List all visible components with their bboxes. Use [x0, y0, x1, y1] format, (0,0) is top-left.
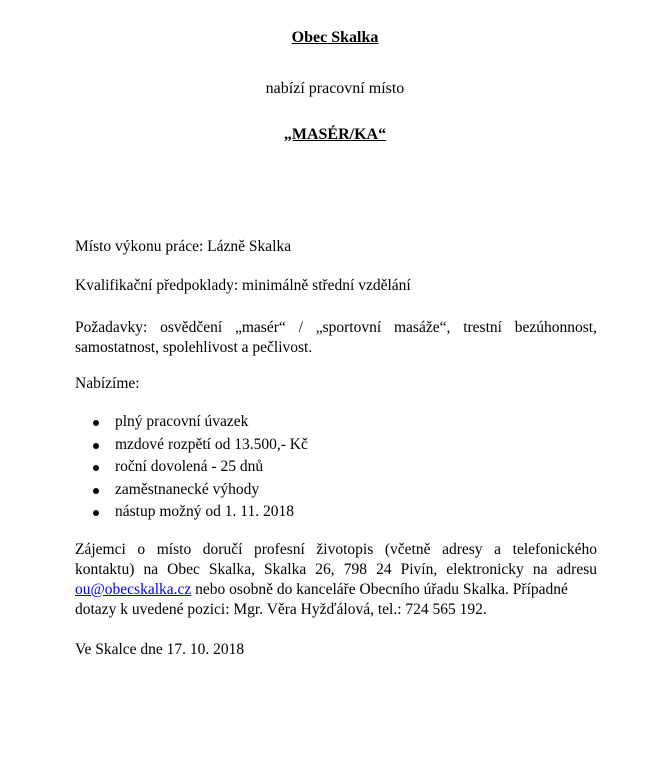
list-item [75, 435, 575, 458]
organization-title: Obec Skalka [291, 29, 379, 46]
list-item [75, 457, 575, 480]
work-place: Místo výkonu práce: Lázně Skalka [75, 238, 292, 255]
bullet-icon [93, 488, 99, 494]
requirements-paragraph [75, 318, 597, 358]
contact-line-4: dotazy k uvedené pozici: Mgr. Věra Hyžďálová, tel.: 724 565 192. [75, 601, 487, 618]
offer-heading: Nabízíme: [75, 375, 140, 392]
contact-line-2: kontaktu) na Obec Skalka, Skalka 26, 798 24 Pivín, elektronicky na adresu [75, 561, 597, 578]
bullet-icon [93, 510, 99, 516]
email-link[interactable]: ou@obecskalka.cz [75, 581, 192, 598]
bullet-icon [93, 420, 99, 426]
date-line: Ve Skalce dne 17. 10. 2018 [75, 641, 245, 658]
contact-line-3 [75, 580, 597, 600]
document-subtitle: nabízí pracovní místo [265, 80, 405, 97]
offer-item-text: mzdové rozpětí od 13.500,- Kč [115, 435, 308, 453]
offer-item-text: nástup možný od 1. 11. 2018 [115, 503, 294, 521]
list-item [75, 502, 575, 525]
requirements-line-2: samostatnost, spolehlivost a pečlivost. [75, 339, 313, 356]
offer-item-text: plný pracovní úvazek [115, 413, 249, 430]
list-item [75, 412, 575, 435]
offer-item-text: roční dovolená - 25 dnů [115, 458, 264, 476]
offer-item-text: zaměstnanecké výhody [115, 480, 260, 498]
requirements-line-1: Požadavky: osvědčení „masér“ / „sportovní masáže“, trestní bezúhonnost, [75, 319, 597, 336]
position-title: „MASÉR/KA“ [283, 126, 387, 143]
bullet-icon [93, 465, 99, 471]
list-item [75, 480, 575, 503]
qualification: Kvalifikační předpoklady: minimálně střední vzdělání [75, 277, 411, 294]
bullet-icon [93, 443, 99, 449]
contact-line-3-text: nebo osobně do kanceláře Obecního úřadu Skalka. Případné [191, 581, 568, 598]
contact-line-1: Zájemci o místo doručí profesní životopis (včetně adresy a telefonického [75, 541, 597, 558]
offer-list [75, 412, 575, 525]
contact-paragraph [75, 540, 597, 620]
